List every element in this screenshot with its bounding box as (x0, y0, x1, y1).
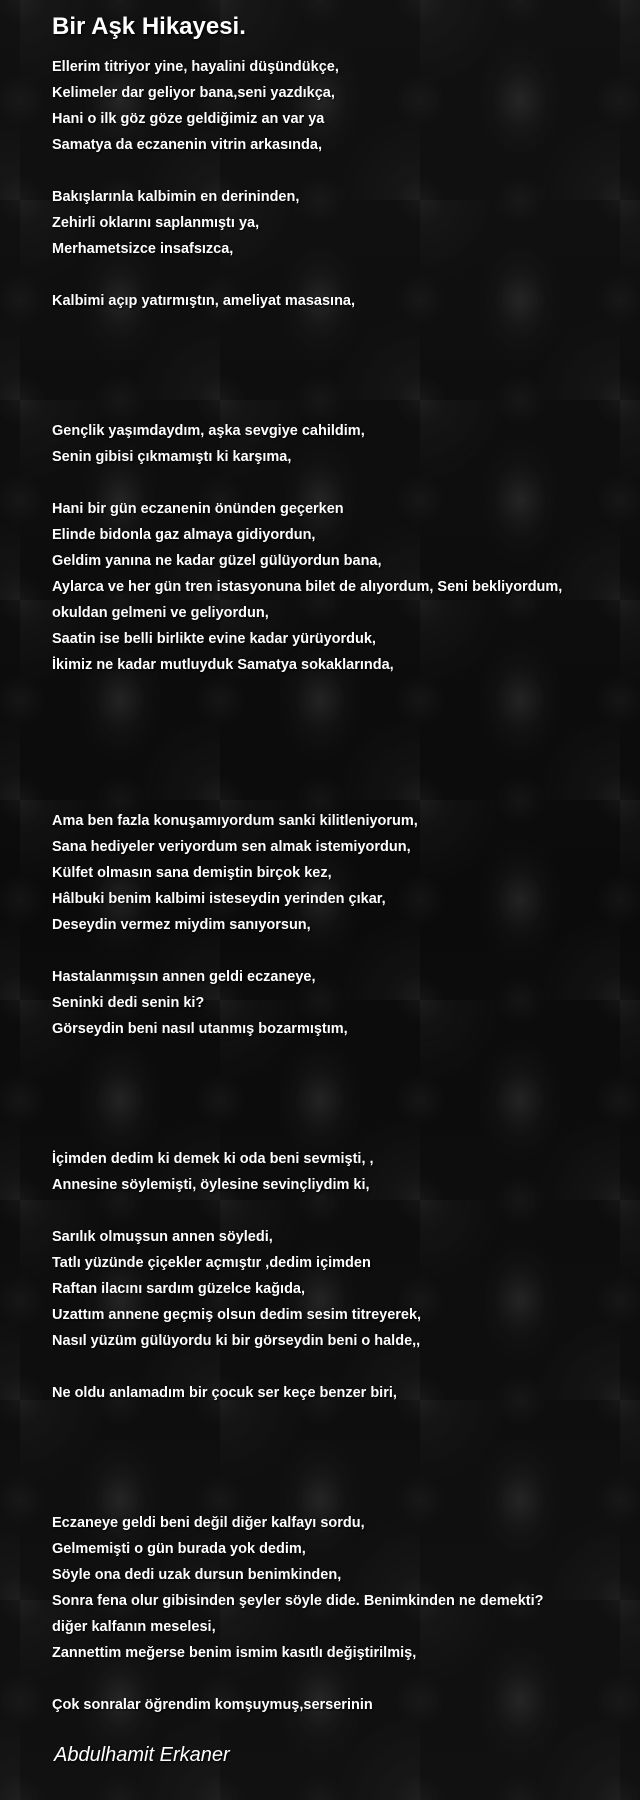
poem-line: Bakışlarınla kalbimin en derininden, (52, 189, 300, 205)
poem-line: Seninki dedi senin ki? (52, 995, 205, 1011)
poem-line: Gelmemişti o gün burada yok dedim, (52, 1541, 306, 1557)
poem-container (52, 0, 632, 1718)
poem-line: Merhametsizce insafsızca, (52, 241, 234, 257)
poem-line: Hastalanmışsın annen geldi eczaneye, (52, 969, 316, 985)
poem-blank-line (52, 1406, 632, 1432)
poem-line: Deseydin vermez miydim sanıyorsun, (52, 917, 311, 933)
poem-blank-line (52, 392, 632, 418)
poem-line: Saatin ise belli birlikte evine kadar yürüyorduk, (52, 631, 376, 647)
poem-blank-line (52, 1068, 632, 1094)
poem-line: Ne oldu anlamadım bir çocuk ser keçe benzer biri, (52, 1385, 397, 1401)
poem-blank-line (52, 678, 632, 704)
poem-blank-line (52, 262, 632, 288)
poem-blank-line (52, 366, 632, 392)
poem-line: Söyle ona dedi uzak dursun benimkinden, (52, 1567, 342, 1583)
poem-blank-line (52, 1432, 632, 1458)
poem-line: Raftan ilacını sardım güzelce kağıda, (52, 1281, 306, 1297)
poem-line: Sana hediyeler veriyordum sen almak istemiyordun, (52, 839, 411, 855)
poem-title: Bir Aşk Hikayesi. (52, 13, 246, 40)
poem-line: Sonra fena olur gibisinden şeyler söyle dide. Benimkinden ne demekti? (52, 1593, 544, 1609)
poem-line: Eczaneye geldi beni değil diğer kalfayı sordu, (52, 1515, 365, 1531)
poem-blank-line (52, 470, 632, 496)
poem-blank-line (52, 1458, 632, 1484)
poem-line: Hani bir gün eczanenin önünden geçerken (52, 501, 344, 517)
poem-line: Annesine söylemişti, öylesine sevinçliydim ki, (52, 1177, 370, 1193)
poem-line: Kalbimi açıp yatırmıştın, ameliyat masasına, (52, 293, 356, 309)
poem-line: Zehirli oklarını saplanmıştı ya, (52, 215, 260, 231)
poem-blank-line (52, 782, 632, 808)
poem-line: İçimden dedim ki demek ki oda beni sevmişti, , (52, 1151, 374, 1167)
poem-blank-line (52, 704, 632, 730)
poem-blank-line (52, 158, 632, 184)
poem-blank-line (52, 1094, 632, 1120)
poem-line: Nasıl yüzüm gülüyordu ki bir görseydin beni o halde,, (52, 1333, 421, 1349)
poem-line: Geldim yanına ne kadar güzel gülüyordun bana, (52, 553, 382, 569)
poem-blank-line (52, 314, 632, 340)
poem-body (52, 54, 632, 1718)
poem-author: Abdulhamit Erkaner (54, 1744, 230, 1766)
poem-blank-line (52, 1666, 632, 1692)
poem-line: diğer kalfanın meselesi, (52, 1619, 216, 1635)
poem-blank-line (52, 340, 632, 366)
poem-blank-line (52, 1354, 632, 1380)
poem-line: Tatlı yüzünde çiçekler açmıştır ,dedim içimden (52, 1255, 371, 1271)
poem-line: Elinde bidonla gaz almaya gidiyordun, (52, 527, 316, 543)
poem-line: Hani o ilk göz göze geldiğimiz an var ya (52, 111, 325, 127)
poem-line: İkimiz ne kadar mutluyduk Samatya sokaklarında, (52, 657, 394, 673)
poem-line: Külfet olmasın sana demiştin birçok kez, (52, 865, 332, 881)
poem-line: Hâlbuki benim kalbimi isteseydin yerinden çıkar, (52, 891, 386, 907)
poem-blank-line (52, 1042, 632, 1068)
poem-line: Kelimeler dar geliyor bana,seni yazdıkça, (52, 85, 335, 101)
poem-blank-line (52, 1484, 632, 1510)
poem-line: Senin gibisi çıkmamıştı ki karşıma, (52, 449, 292, 465)
poem-line: Aylarca ve her gün tren istasyonuna bilet de alıyordum, Seni bekliyordum, (52, 579, 563, 595)
poem-line: Zannettim meğerse benim ismim kasıtlı değiştirilmiş, (52, 1645, 417, 1661)
poem-blank-line (52, 1120, 632, 1146)
poem-line: Ama ben fazla konuşamıyordum sanki kilitleniyorum, (52, 813, 418, 829)
poem-blank-line (52, 730, 632, 756)
poem-blank-line (52, 938, 632, 964)
poem-blank-line (52, 1198, 632, 1224)
poem-line: okuldan gelmeni ve geliyordun, (52, 605, 269, 621)
poem-line: Samatya da eczanenin vitrin arkasında, (52, 137, 322, 153)
poem-line: Görseydin beni nasıl utanmış bozarmıştım, (52, 1021, 348, 1037)
poem-line: Gençlik yaşımdaydım, aşka sevgiye cahildim, (52, 423, 365, 439)
poem-line: Çok sonralar öğrendim komşuymuş,serserinin (52, 1697, 373, 1713)
poem-line: Ellerim titriyor yine, hayalini düşündükçe, (52, 59, 339, 75)
poem-line: Uzattım annene geçmiş olsun dedim sesim titreyerek, (52, 1307, 422, 1323)
poem-line: Sarılık olmuşsun annen söyledi, (52, 1229, 273, 1245)
poem-blank-line (52, 756, 632, 782)
